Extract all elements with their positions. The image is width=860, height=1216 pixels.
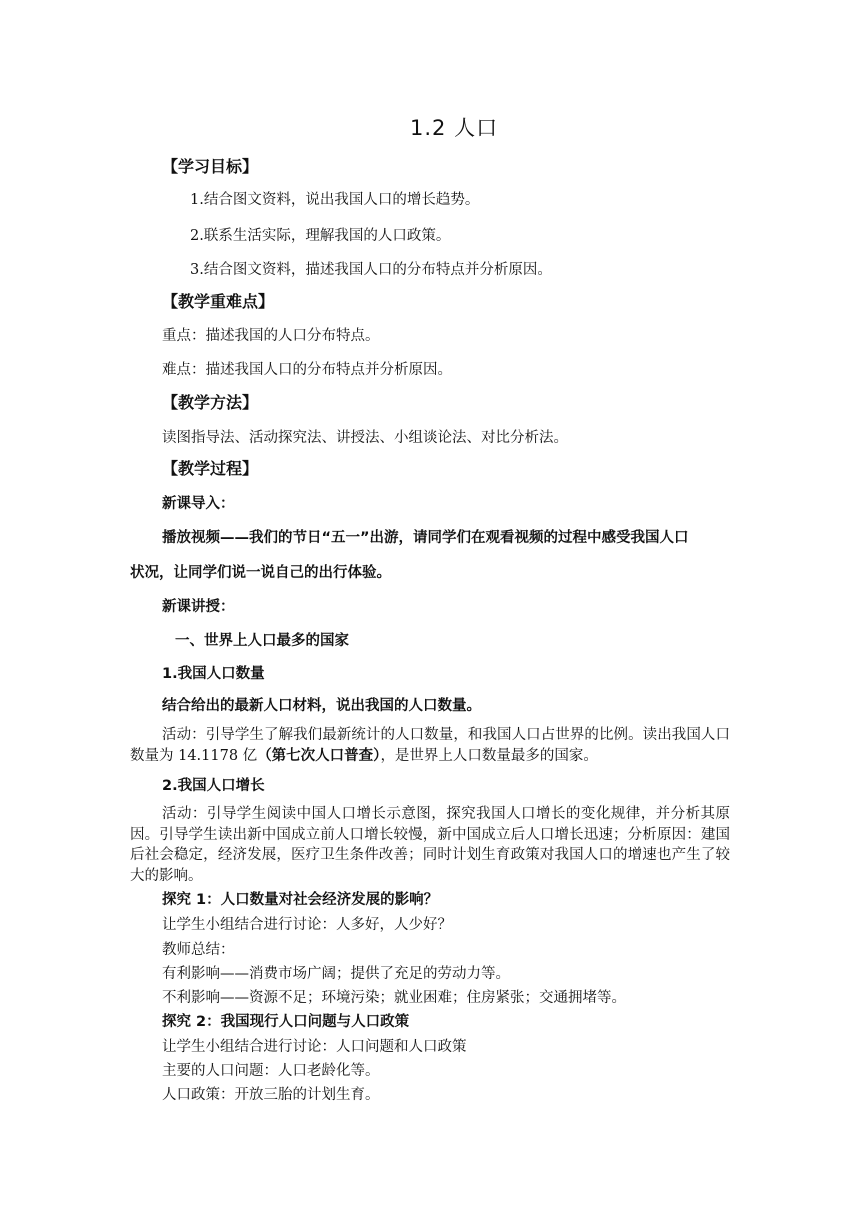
explore1-heading: 探究 1：人口数量对社会经济发展的影响？ bbox=[162, 892, 439, 908]
explore2-discussion: 让学生小组结合进行讨论：人口问题和人口政策 bbox=[162, 1039, 467, 1055]
sub2-heading: 2.我国人口增长 bbox=[162, 778, 265, 794]
methods-heading: 【教学方法】 bbox=[162, 393, 259, 412]
explore1-summary: 教师总结： bbox=[162, 942, 235, 958]
sub1-activity-tail: ，是世界上人口数量最多的国家。 bbox=[380, 747, 598, 764]
census-note: （第七次人口普查） bbox=[257, 747, 381, 764]
sub1-heading: 1.我国人口数量 bbox=[162, 666, 265, 682]
explore1-discussion: 让学生小组结合进行讨论：人多好，人少好？ bbox=[162, 917, 452, 933]
explore1-negative: 不利影响——资源不足；环境污染；就业困难；住房紧张；交通拥堵等。 bbox=[162, 990, 626, 1006]
key-point: 重点：描述我国的人口分布特点。 bbox=[162, 328, 380, 344]
process-heading: 【教学过程】 bbox=[162, 459, 259, 478]
explore1-positive: 有利影响——消费市场广阔；提供了充足的劳动力等。 bbox=[162, 966, 510, 982]
methods-text: 读图指导法、活动探究法、讲授法、小组谈论法、对比分析法。 bbox=[162, 430, 568, 446]
explore2-policy: 人口政策：开放三胎的计划生育。 bbox=[162, 1087, 380, 1103]
difficult-point: 难点：描述我国人口的分布特点并分析原因。 bbox=[162, 362, 452, 378]
goals-heading: 【学习目标】 bbox=[162, 157, 259, 176]
part1-heading: 一、世界上人口最多的国家 bbox=[175, 633, 349, 649]
lecture-label: 新课讲授： bbox=[162, 599, 235, 615]
key-points-heading: 【教学重难点】 bbox=[162, 292, 275, 311]
explore2-problem: 主要的人口问题：人口老龄化等。 bbox=[162, 1063, 380, 1079]
goal-item: 1.结合图文资料，说出我国人口的增长趋势。 bbox=[190, 192, 480, 208]
intro-label: 新课导入： bbox=[162, 496, 235, 512]
goal-item: 2.联系生活实际，理解我国的人口政策。 bbox=[190, 228, 451, 244]
intro-line-2: 状况，让同学们说一说自己的出行体验。 bbox=[130, 565, 391, 581]
page-title: 1.2 人口 bbox=[410, 116, 499, 140]
sub1-task: 结合给出的最新人口材料，说出我国的人口数量。 bbox=[162, 698, 481, 714]
sub1-activity bbox=[130, 725, 730, 766]
explore2-heading: 探究 2：我国现行人口问题与人口政策 bbox=[162, 1014, 410, 1030]
goal-item: 3.结合图文资料，描述我国人口的分布特点并分析原因。 bbox=[190, 262, 552, 278]
sub2-activity: 活动：引导学生阅读中国人口增长示意图，探究我国人口增长的变化规律，并分析其原因。引导学生读出新中国成立前人口增长较慢，新中国成立后人口增长迅速；分析原因：建国后社会稳定，经济发展，医疗卫生条件改善；同时计划生育政策对我国人口的增速也产生了较大的影响。 bbox=[130, 806, 730, 884]
intro-line-1: 播放视频——我们的节日“五一”出游，请同学们在观看视频的过程中感受我国人口 bbox=[162, 530, 689, 546]
sub1-activity-text: 活动：引导学生了解我们最新统计的人口数量，和我国人口占世界的比例。读出我国人口数量为 14.1178 亿 bbox=[130, 727, 730, 764]
